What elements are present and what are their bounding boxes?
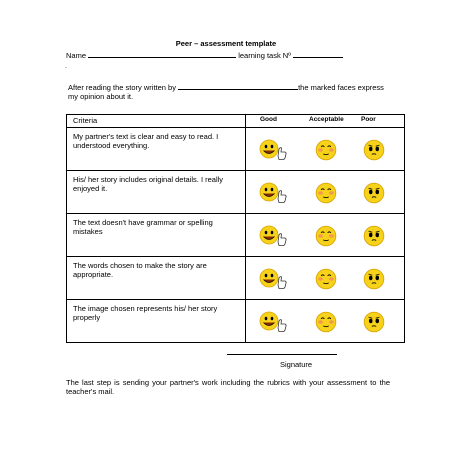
blushing-smiley-icon — [314, 224, 338, 250]
table-row — [67, 300, 405, 343]
criterion-text: The text doesn't have grammar or spelling mistakes — [67, 214, 246, 257]
task-label: learning task Nº — [238, 51, 291, 60]
criteria-header: Criteria — [67, 115, 246, 128]
table-row — [67, 257, 405, 300]
shy-smiley-icon — [362, 310, 386, 336]
task-number-blank[interactable] — [293, 51, 343, 58]
table-header-row — [67, 115, 405, 128]
table-row — [67, 171, 405, 214]
criterion-text: His/ her story includes original details. I really enjoyed it. — [67, 171, 246, 214]
shy-smiley-icon — [362, 138, 386, 164]
thumbs-up-smiley-icon — [258, 310, 292, 336]
shy-smiley-icon — [362, 224, 386, 250]
signature-label: Signature — [280, 360, 313, 369]
shy-smiley-icon — [362, 181, 386, 207]
table-row — [67, 128, 405, 171]
name-task-line — [66, 51, 343, 60]
blushing-smiley-icon — [314, 310, 338, 336]
rating-cell — [246, 214, 405, 257]
rating-cell — [246, 257, 405, 300]
blushing-smiley-icon — [314, 181, 338, 207]
name-blank[interactable] — [88, 51, 236, 58]
table-row — [67, 214, 405, 257]
thumbs-up-smiley-icon — [258, 181, 292, 207]
assessment-table — [66, 114, 405, 343]
criterion-text: The words chosen to make the story are appropriate. — [67, 257, 246, 300]
rating-cell — [246, 171, 405, 214]
column-poor: Poor — [361, 116, 376, 123]
blushing-smiley-icon — [314, 267, 338, 293]
shy-smiley-icon — [362, 267, 386, 293]
intro-text — [68, 83, 388, 101]
thumbs-up-smiley-icon — [258, 267, 292, 293]
blushing-smiley-icon — [314, 138, 338, 164]
rating-cell — [246, 300, 405, 343]
page-title: Peer – assessment template — [175, 39, 277, 48]
signature-line[interactable] — [227, 354, 337, 355]
footer-instructions: The last step is sending your partner's work including the rubrics with your assessment to the teacher's mail. — [66, 378, 390, 396]
column-acceptable: Acceptable — [309, 116, 344, 123]
column-good: Good — [260, 116, 277, 123]
rating-cell — [246, 128, 405, 171]
intro-before: After reading the story written by — [68, 83, 176, 92]
rating-header — [246, 115, 405, 128]
stray-mark: . — [65, 63, 67, 70]
thumbs-up-smiley-icon — [258, 138, 292, 164]
name-label: Name — [66, 51, 87, 60]
thumbs-up-smiley-icon — [258, 224, 292, 250]
criterion-text: My partner's text is clear and easy to read. I understood everything. — [67, 128, 246, 171]
intro-after: the marked faces express my opinion about it. — [68, 83, 384, 101]
criterion-text: The image chosen represents his/ her story properly — [67, 300, 246, 343]
author-blank[interactable] — [178, 83, 298, 90]
